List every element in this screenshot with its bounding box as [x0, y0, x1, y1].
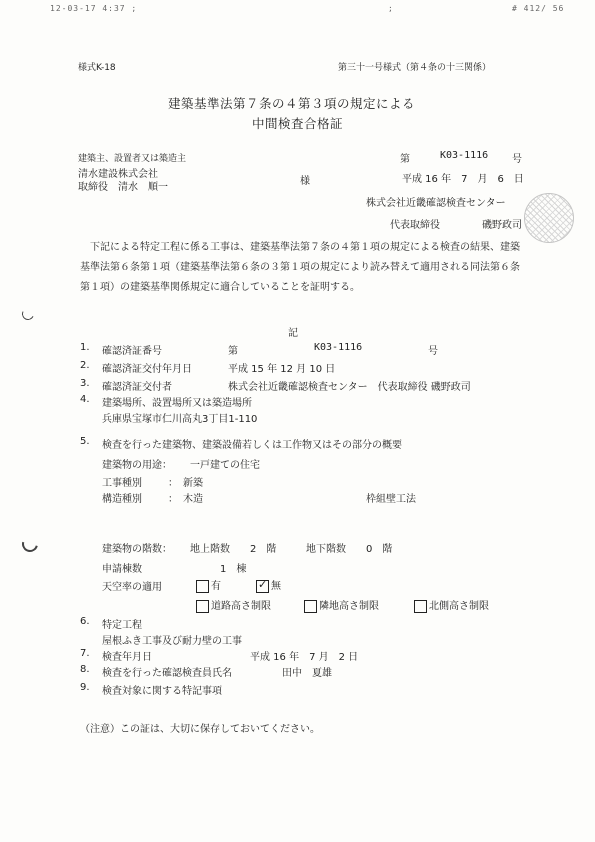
item-8-label: 検査を行った確認検査員氏名: [102, 668, 232, 679]
item-7-value: 平成 16 年 7 月 2 日: [250, 652, 359, 663]
item-9-number: 9.: [80, 682, 90, 693]
cert-number-prefix: 第: [400, 154, 410, 165]
item-8-value: 田中 夏雄: [282, 668, 332, 679]
ki-heading: 記: [288, 328, 298, 339]
road-height-label: 道路高さ制限: [211, 601, 271, 612]
floors-below-ground: 地下階数 0 階: [306, 544, 393, 555]
item-4-label: 建築場所、設置場所又は築造場所: [102, 398, 252, 409]
form-number: 第三十一号様式（第４条の十三関係）: [338, 63, 492, 73]
item-6-number: 6.: [80, 616, 90, 627]
punch-hole-mark: [20, 306, 35, 321]
sky-factor-yes-checkbox[interactable]: [196, 580, 209, 593]
item-9-label: 検査対象に関する特記事項: [102, 686, 222, 697]
neighbor-height-label: 隣地高さ制限: [319, 601, 379, 612]
punch-hole-mark: [19, 533, 41, 555]
sky-factor-label: 天空率の適用: [102, 582, 162, 593]
item-3-number: 3.: [80, 378, 90, 389]
item-4-number: 4.: [80, 394, 90, 405]
north-height-label: 北側高さ制限: [429, 601, 489, 612]
structure-type-value: ： 木造: [168, 494, 203, 505]
certification-statement: 下記による特定工程に係る工事は、建築基準法第７条の４第１項の規定による検査の結果、建築基準法第６条第１項（建築基準法第６条の３第１項の規定により読み替えて適用される同法第６条第１項）の建築基準関係規定に適合していることを証明する。: [80, 242, 520, 293]
fax-separator: ;: [388, 4, 394, 13]
item-2-label: 確認済証交付年月日: [102, 364, 192, 375]
work-type-value: ： 新築: [168, 478, 203, 489]
building-use-value: 一戸建ての住宅: [190, 460, 260, 471]
item-5-label: 検査を行った建築物、建築設備若しくは工作物又はその部分の概要: [102, 440, 402, 451]
neighbor-height-option[interactable]: [304, 597, 379, 613]
north-height-option[interactable]: [414, 597, 489, 613]
item-2-value: 平成 15 年 12 月 10 日: [228, 364, 336, 375]
issue-date: 平成 16 年 7 月 6 日: [402, 174, 524, 185]
item-7-label: 検査年月日: [102, 652, 152, 663]
item-3-label: 確認済証交付者: [102, 382, 172, 393]
item-1-prefix: 第: [228, 346, 238, 357]
item-7-number: 7.: [80, 648, 90, 659]
sky-factor-no-label: 無: [271, 581, 281, 592]
issuer-organization: 株式会社近畿確認検査センター: [366, 198, 506, 209]
sky-factor-no-checkbox[interactable]: [256, 577, 269, 593]
item-6-value: 屋根ふき工事及び耐力壁の工事: [102, 636, 242, 647]
sky-factor-yes-label: 有: [211, 581, 221, 592]
cert-number: K03-1116: [440, 150, 489, 161]
item-1-suffix: 号: [428, 346, 438, 357]
recipient-company: 清水建設株式会社: [78, 169, 158, 180]
company-seal: [524, 193, 574, 243]
floors-label: 建築物の階数：: [102, 544, 172, 555]
structure-type-label: 構造種別: [102, 494, 142, 505]
item-1-value: K03-1116: [314, 342, 363, 353]
recipient-label: 建築主、設置者又は築造主: [78, 154, 187, 164]
construction-method-value: 枠組壁工法: [366, 494, 416, 505]
floors-above-ground: 地上階数 2 階: [190, 544, 277, 555]
building-use-label: 建築物の用途：: [102, 460, 172, 471]
fax-timestamp: 12-03-17 4:37 ;: [50, 4, 138, 13]
form-id: 様式K-18: [78, 63, 116, 73]
neighbor-height-checkbox[interactable]: [304, 600, 317, 613]
item-1-label: 確認済証番号: [102, 346, 162, 357]
item-8-number: 8.: [80, 664, 90, 675]
road-height-option[interactable]: [196, 597, 271, 613]
note-text: （注意）この証は、大切に保存しておいてください。: [80, 724, 320, 735]
sky-factor-yes-option[interactable]: [196, 577, 221, 593]
fax-page-number: # 412/ 56: [512, 4, 565, 13]
building-count-label: 申請棟数: [102, 564, 142, 575]
checkmark-icon: ✓: [258, 577, 268, 591]
item-5-number: 5.: [80, 436, 90, 447]
recipient-person: 取締役 清水 順一: [78, 182, 168, 193]
item-6-label: 特定工程: [102, 620, 142, 631]
building-count-value: 1 棟: [220, 564, 247, 575]
road-height-checkbox[interactable]: [196, 600, 209, 613]
work-type-label: 工事種別: [102, 478, 142, 489]
recipient-honorific: 様: [300, 176, 310, 187]
issuer-title: 代表取締役: [390, 220, 440, 231]
cert-number-suffix: 号: [512, 154, 522, 165]
doc-title-line2: 中間検査合格証: [252, 116, 344, 131]
issuer-name: 磯野政司: [482, 220, 522, 231]
item-4-value: 兵庫県宝塚市仁川高丸3丁目1-110: [102, 414, 258, 425]
north-height-checkbox[interactable]: [414, 600, 427, 613]
doc-title-line1: 建築基準法第７条の４第３項の規定による: [168, 96, 416, 111]
item-2-number: 2.: [80, 360, 90, 371]
sky-factor-no-option[interactable]: [256, 577, 281, 593]
item-3-value: 株式会社近畿確認検査センター 代表取締役 磯野政司: [228, 382, 471, 393]
item-1-number: 1.: [80, 342, 90, 353]
